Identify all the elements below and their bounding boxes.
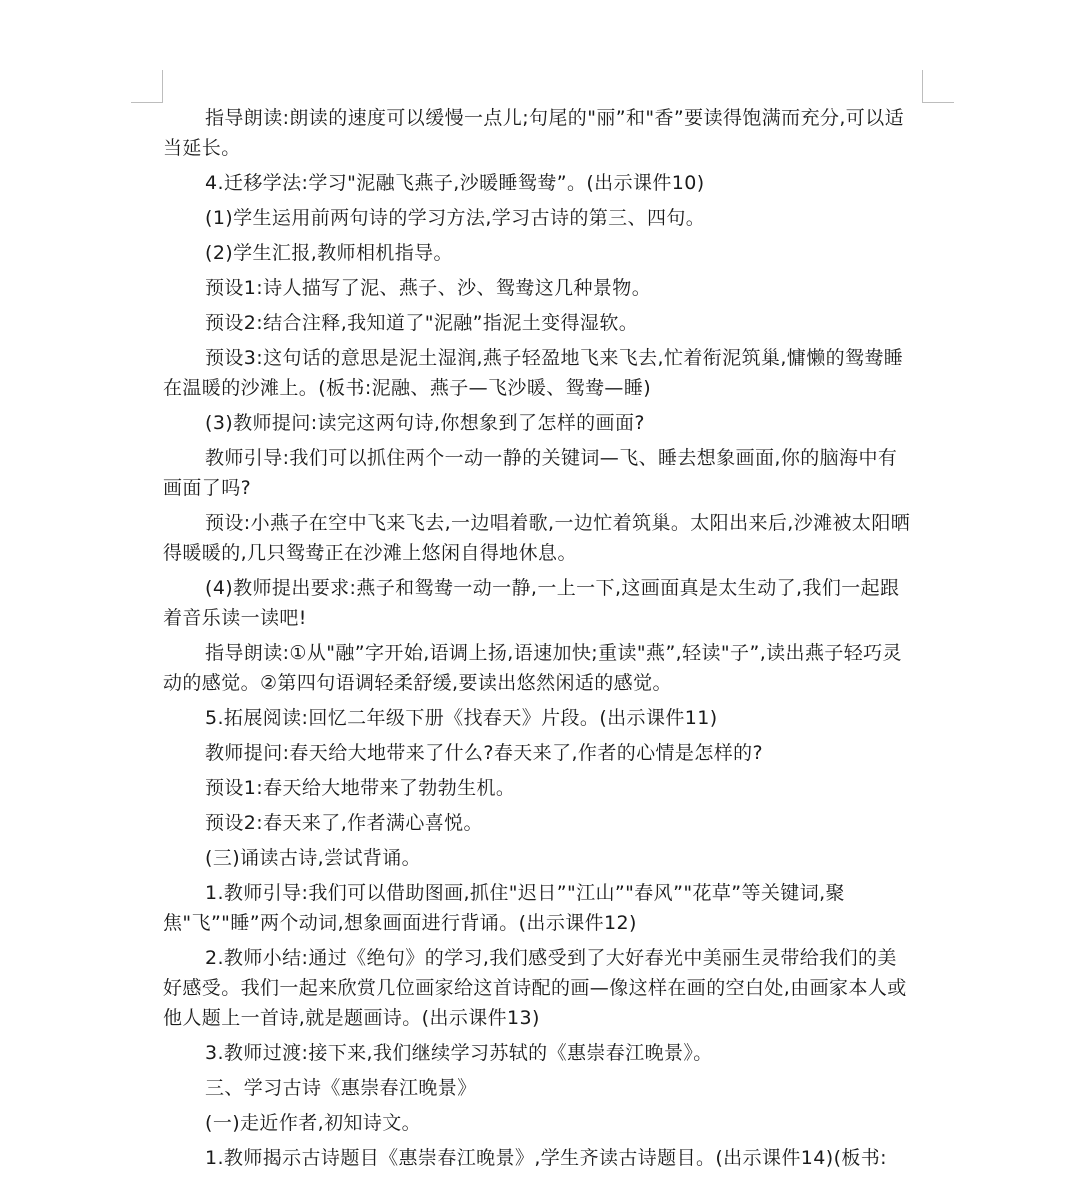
paragraph: 教师提问:春天给大地带来了什么?春天来了,作者的心情是怎样的? — [205, 742, 764, 764]
paragraph: 预设2:结合注释,我知道了"泥融”指泥土变得湿软。 — [205, 312, 639, 334]
paragraph: 3.教师过渡:接下来,我们继续学习苏轼的《惠崇春江晚景》。 — [205, 1042, 713, 1064]
document-body — [163, 103, 915, 1178]
paragraph: 预设3:这句话的意思是泥土湿润,燕子轻盈地飞来飞去,忙着衔泥筑巢,慵懒的鸳鸯睡在温暖的沙滩上。(板书:泥融、燕子—飞沙暖、鸳鸯—睡) — [163, 347, 904, 399]
top-left-crop-mark — [131, 70, 163, 103]
top-right-crop-mark — [922, 70, 954, 103]
paragraph: 预设2:春天来了,作者满心喜悦。 — [205, 812, 483, 834]
paragraph: 1.教师揭示古诗题目《惠崇春江晚景》,学生齐读古诗题目。(出示课件14)(板书: — [205, 1147, 887, 1169]
paragraph: 预设1:春天给大地带来了勃勃生机。 — [205, 777, 516, 799]
paragraph: 预设:小燕子在空中飞来飞去,一边唱着歌,一边忙着筑巢。太阳出来后,沙滩被太阳晒得暖暖的,几只鸳鸯正在沙滩上悠闲自得地休息。 — [163, 512, 911, 564]
paragraph: (1)学生运用前两句诗的学习方法,学习古诗的第三、四句。 — [205, 207, 706, 229]
paragraph: 5.拓展阅读:回忆二年级下册《找春天》片段。(出示课件11) — [205, 707, 718, 729]
section-heading: 三、学习古诗《惠崇春江晚景》 — [205, 1077, 477, 1099]
paragraph: 2.教师小结:通过《绝句》的学习,我们感受到了大好春光中美丽生灵带给我们的美好感受。我们一起来欣赏几位画家给这首诗配的画—像这样在画的空白处,由画家本人或他人题上一首诗,就是题画诗。(出示课件13) — [163, 947, 907, 1029]
paragraph: 1.教师引导:我们可以借助图画,抓住"迟日”"江山”"春风”"花草”等关键词,聚焦"飞”"睡”两个动词,想象画面进行背诵。(出示课件12) — [163, 882, 845, 934]
paragraph: (3)教师提问:读完这两句诗,你想象到了怎样的画面? — [205, 412, 645, 434]
paragraph: 预设1:诗人描写了泥、燕子、沙、鸳鸯这几种景物。 — [205, 277, 652, 299]
paragraph: (三)诵读古诗,尝试背诵。 — [205, 847, 422, 869]
paragraph: (4)教师提出要求:燕子和鸳鸯一动一静,一上一下,这画面真是太生动了,我们一起跟着音乐读一读吧! — [163, 577, 900, 629]
paragraph: 指导朗读:①从"融”字开始,语调上扬,语速加快;重读"燕”,轻读"子”,读出燕子轻巧灵动的感觉。②第四句语调轻柔舒缓,要读出悠然闲适的感觉。 — [163, 642, 902, 694]
paragraph: 4.迁移学法:学习"泥融飞燕子,沙暖睡鸳鸯”。(出示课件10) — [205, 172, 705, 194]
paragraph: 教师引导:我们可以抓住两个一动一静的关键词—飞、睡去想象画面,你的脑海中有画面了吗? — [163, 447, 898, 499]
paragraph: (一)走近作者,初知诗文。 — [205, 1112, 422, 1134]
paragraph: 指导朗读:朗读的速度可以缓慢一点儿;句尾的"丽”和"香”要读得饱满而充分,可以适当延长。 — [163, 107, 905, 159]
paragraph: (2)学生汇报,教师相机指导。 — [205, 242, 453, 264]
